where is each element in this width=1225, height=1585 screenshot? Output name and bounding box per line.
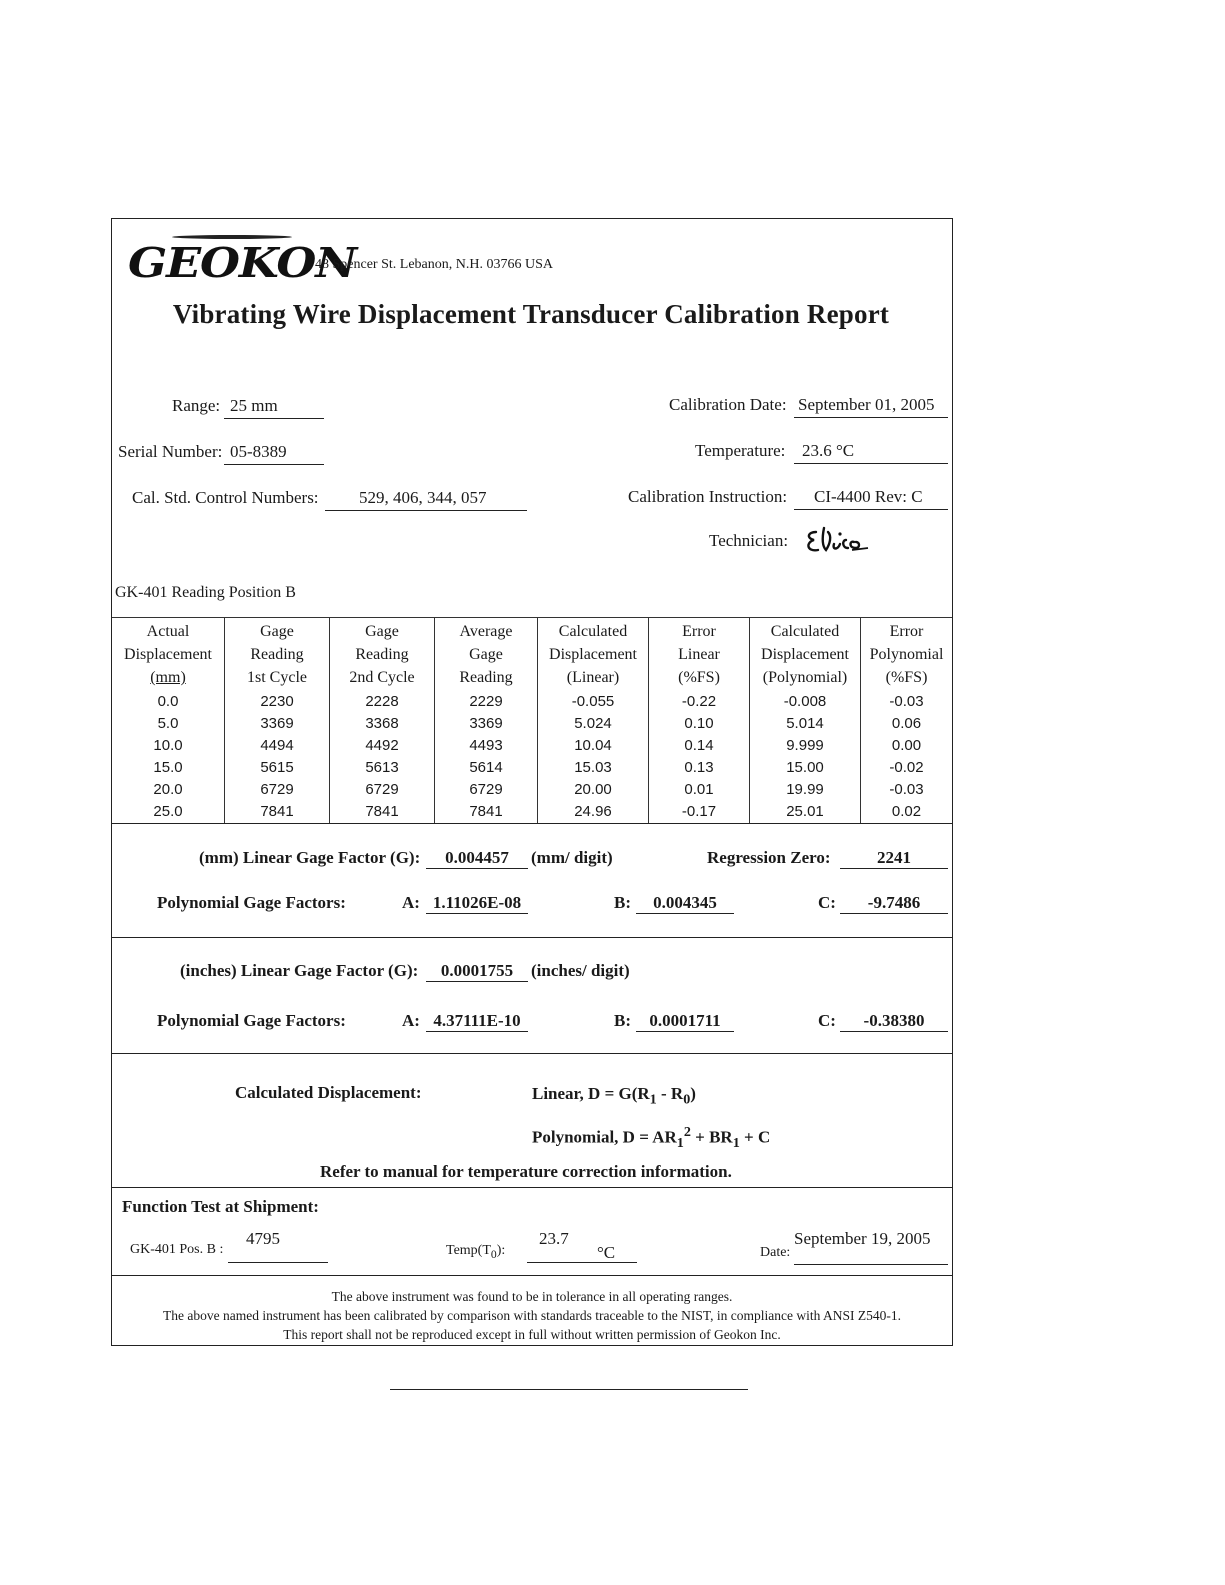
temperature-value: 23.6 °C <box>794 441 948 464</box>
cell: 6729 <box>330 779 435 801</box>
cell: 7841 <box>225 801 330 824</box>
cell: 10.0 <box>112 735 225 757</box>
reading-position-label: GK-401 Reading Position B <box>115 584 296 601</box>
function-test-gk-label: GK-401 Pos. B : <box>130 1242 224 1257</box>
bottom-rule <box>390 1389 748 1390</box>
cell: 3369 <box>435 713 538 735</box>
col-header-average-gage-reading: Average Gage Reading <box>435 618 538 692</box>
serial-number-label: Serial Number: <box>118 442 223 461</box>
function-test-temp-value: 23.7 °C <box>527 1229 637 1263</box>
technician-signature <box>802 522 892 562</box>
cell: 0.06 <box>861 713 953 735</box>
cell: 25.0 <box>112 801 225 824</box>
cell: 20.00 <box>538 779 649 801</box>
cell: 5.014 <box>750 713 861 735</box>
mm-c-label: C: <box>818 893 836 912</box>
cell: 0.13 <box>649 757 750 779</box>
function-test-date-label: Date: <box>760 1245 791 1260</box>
footer-note-reproduction: This report shall not be reproduced except in full without written permission of Geokon Inc. <box>283 1327 781 1342</box>
calibration-date-value: September 01, 2005 <box>794 395 948 418</box>
divider <box>112 1187 952 1188</box>
mm-b-value: 0.004345 <box>636 893 734 914</box>
mm-linear-gage-factor-value: 0.004457 <box>426 848 528 869</box>
cell: 4493 <box>435 735 538 757</box>
cell: 7841 <box>435 801 538 824</box>
col-header-actual-displacement: Actual Displacement (mm) <box>112 618 225 692</box>
cell: 0.0 <box>112 691 225 713</box>
calibration-table <box>112 617 952 824</box>
divider <box>112 1275 952 1276</box>
linear-formula: Linear, $D = G(R_1 - R_0)$ <box>532 1084 696 1108</box>
temp-unit: °C <box>597 1243 616 1262</box>
col-header-gage-reading-1st: Gage Reading 1st Cycle <box>225 618 330 692</box>
serial-number-value: 05-8389 <box>224 442 324 465</box>
cell: 7841 <box>330 801 435 824</box>
footer-note-nist: The above named instrument has been calibrated by comparison with standards traceable to the NIST, in compliance with ANSI Z540-1. <box>163 1308 901 1323</box>
cell: 6729 <box>225 779 330 801</box>
cell: 6729 <box>435 779 538 801</box>
function-test-date-value: September 19, 2005 <box>794 1229 948 1265</box>
company-address: 48 Spencer St. Lebanon, N.H. 03766 USA <box>315 257 553 272</box>
cell: -0.02 <box>861 757 953 779</box>
mm-a-label: A: <box>402 893 420 912</box>
table-row <box>112 691 952 713</box>
cell: 5.0 <box>112 713 225 735</box>
col-header-error-polynomial: Error Polynomial (%FS) <box>861 618 953 692</box>
cell: 4494 <box>225 735 330 757</box>
cell: -0.03 <box>861 779 953 801</box>
range-value: 25 mm <box>224 396 324 419</box>
divider <box>112 1053 952 1054</box>
function-test-gk-value: 4795 <box>228 1229 328 1263</box>
function-test-title: Function Test at Shipment: <box>122 1197 319 1216</box>
calibration-instruction-value: CI-4400 Rev: C <box>794 487 948 510</box>
cell: 15.03 <box>538 757 649 779</box>
calibration-date-label: Calibration Date: <box>669 395 787 414</box>
cell: -0.03 <box>861 691 953 713</box>
logo-text: GEOKON <box>128 239 357 287</box>
cell: 2230 <box>225 691 330 713</box>
col-header-error-linear: Error Linear (%FS) <box>649 618 750 692</box>
polynomial-formula: Polynomial, $D = AR_1^2 + BR_1 + C$ <box>532 1124 771 1152</box>
mm-b-label: B: <box>614 893 631 912</box>
inch-polynomial-label: Polynomial Gage Factors: <box>157 1011 346 1030</box>
divider <box>112 937 952 938</box>
cell: 5615 <box>225 757 330 779</box>
cal-std-value: 529, 406, 344, 057 <box>325 488 527 511</box>
cell: 25.01 <box>750 801 861 824</box>
inch-a-value: 4.37111E-10 <box>426 1011 528 1032</box>
col-header-calc-displacement-linear: Calculated Displacement (Linear) <box>538 618 649 692</box>
inch-linear-gage-factor-value: 0.0001755 <box>426 961 528 982</box>
cell: 9.999 <box>750 735 861 757</box>
temperature-correction-note: Refer to manual for temperature correction information. <box>320 1162 732 1181</box>
table-row <box>112 735 952 757</box>
cell: 15.0 <box>112 757 225 779</box>
calibration-report-frame <box>111 218 953 1346</box>
cell: 4492 <box>330 735 435 757</box>
inch-c-label: C: <box>818 1011 836 1030</box>
cell: 2228 <box>330 691 435 713</box>
table-row <box>112 757 952 779</box>
cell: 20.0 <box>112 779 225 801</box>
geokon-logo <box>128 233 357 287</box>
mm-linear-gage-factor-label: (mm) Linear Gage Factor (G): <box>199 848 421 867</box>
cell: 5.024 <box>538 713 649 735</box>
cell: -0.17 <box>649 801 750 824</box>
calibration-instruction-label: Calibration Instruction: <box>628 487 788 506</box>
cell: 15.00 <box>750 757 861 779</box>
cell: 0.02 <box>861 801 953 824</box>
regression-zero-value: 2241 <box>840 848 948 869</box>
cell: 0.14 <box>649 735 750 757</box>
range-label: Range: <box>172 396 221 415</box>
cell: 0.00 <box>861 735 953 757</box>
cell: 5614 <box>435 757 538 779</box>
table-header-row <box>112 618 952 692</box>
function-test-temp-label: $Temp(T_0)$: <box>446 1243 506 1261</box>
cell: 10.04 <box>538 735 649 757</box>
cal-std-label: Cal. Std. Control Numbers: <box>132 488 319 507</box>
cell: 24.96 <box>538 801 649 824</box>
cell: 2229 <box>435 691 538 713</box>
inch-b-label: B: <box>614 1011 631 1030</box>
mm-c-value: -9.7486 <box>840 893 948 914</box>
cell: 3369 <box>225 713 330 735</box>
cell: 19.99 <box>750 779 861 801</box>
cell: -0.055 <box>538 691 649 713</box>
cell: 5613 <box>330 757 435 779</box>
inch-c-value: -0.38380 <box>840 1011 948 1032</box>
mm-linear-unit: (mm/ digit) <box>531 848 613 867</box>
col-header-calc-displacement-polynomial: Calculated Displacement (Polynomial) <box>750 618 861 692</box>
cell: -0.008 <box>750 691 861 713</box>
table-row <box>112 801 952 824</box>
table-row <box>112 713 952 735</box>
table-row <box>112 779 952 801</box>
calculated-displacement-label: Calculated Displacement: <box>235 1083 422 1102</box>
inch-linear-unit: (inches/ digit) <box>531 961 630 980</box>
cell: 3368 <box>330 713 435 735</box>
mm-polynomial-label: Polynomial Gage Factors: <box>157 893 346 912</box>
technician-label: Technician: <box>709 531 789 550</box>
regression-zero-label: Regression Zero: <box>707 848 831 867</box>
footer-note-tolerance: The above instrument was found to be in tolerance in all operating ranges. <box>331 1289 733 1304</box>
cell: 0.01 <box>649 779 750 801</box>
col-header-gage-reading-2nd: Gage Reading 2nd Cycle <box>330 618 435 692</box>
inch-b-value: 0.0001711 <box>636 1011 734 1032</box>
inch-linear-gage-factor-label: (inches) Linear Gage Factor (G): <box>180 961 419 980</box>
mm-a-value: 1.11026E-08 <box>426 893 528 914</box>
inch-a-label: A: <box>402 1011 420 1030</box>
report-title: Vibrating Wire Displacement Transducer Calibration Report <box>172 299 890 329</box>
temperature-label: Temperature: <box>695 441 786 460</box>
cell: -0.22 <box>649 691 750 713</box>
cell: 0.10 <box>649 713 750 735</box>
